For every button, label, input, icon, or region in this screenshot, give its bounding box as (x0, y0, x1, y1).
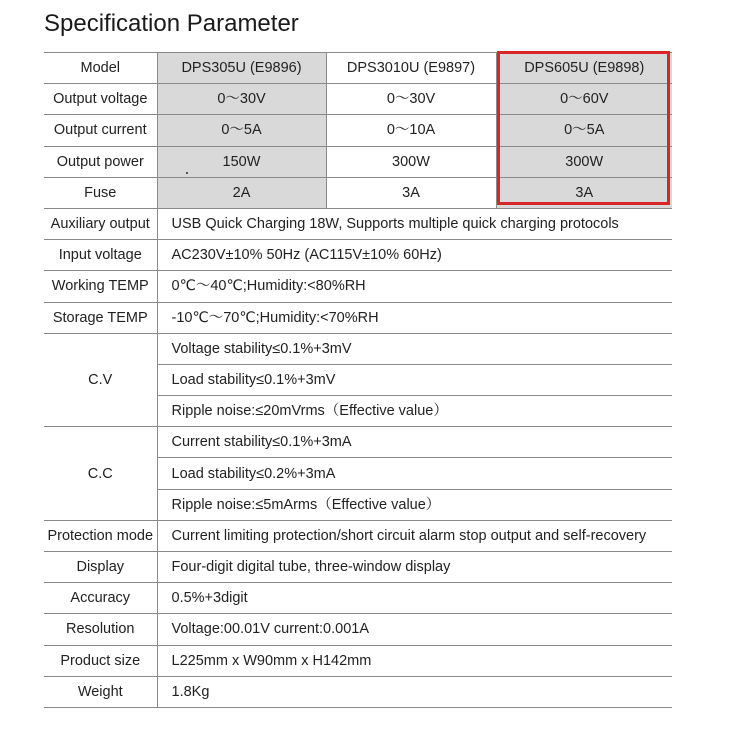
table-row-input-voltage (44, 240, 672, 271)
working-temp-value: 0℃～40℃;Humidity:<80%RH (157, 271, 672, 302)
row-label-resolution: Resolution (44, 614, 157, 645)
cv-item-2: Load stability≤0.1%+3mV (157, 364, 672, 395)
auxiliary-output-value: USB Quick Charging 18W, Supports multiple quick charging protocols (157, 208, 672, 239)
cc-item-3: Ripple noise:≤5mArms（Effective value） (157, 489, 672, 520)
table-row-cc-1 (44, 427, 672, 458)
accuracy-value: 0.5%+3digit (157, 583, 672, 614)
table-row-product-size (44, 645, 672, 676)
table-row-accuracy (44, 583, 672, 614)
output-voltage-val-1: 0～30V (157, 84, 326, 115)
storage-temp-value: -10℃～70℃;Humidity:<70%RH (157, 302, 672, 333)
row-label-cv: C.V (44, 333, 157, 427)
table-row-protection-mode (44, 520, 672, 551)
table-row-storage-temp (44, 302, 672, 333)
row-label-input-voltage: Input voltage (44, 240, 157, 271)
table-row-working-temp (44, 271, 672, 302)
row-label-working-temp: Working TEMP (44, 271, 157, 302)
output-current-val-2: 0～10A (326, 115, 496, 146)
row-label-output-power: Output power (44, 146, 157, 177)
cv-item-3: Ripple noise:≤20mVrms（Effective value） (157, 396, 672, 427)
cc-item-2: Load stability≤0.2%+3mA (157, 458, 672, 489)
table-row-auxiliary-output (44, 208, 672, 239)
dps605u-highlight-box (497, 51, 670, 205)
row-label-cc: C.C (44, 427, 157, 521)
output-power-val-2: 300W (326, 146, 496, 177)
output-voltage-val-2: 0～30V (326, 84, 496, 115)
model-col-3: DPS605U (E9898) (496, 53, 672, 84)
output-power-val-1: 150W (157, 146, 326, 177)
row-label-weight: Weight (44, 676, 157, 707)
row-label-auxiliary-output: Auxiliary output (44, 208, 157, 239)
row-label-product-size: Product size (44, 645, 157, 676)
display-value: Four-digit digital tube, three-window display (157, 552, 672, 583)
row-label-protection-mode: Protection mode (44, 520, 157, 551)
cv-item-1: Voltage stability≤0.1%+3mV (157, 333, 672, 364)
product-size-value: L225mm x W90mm x H142mm (157, 645, 672, 676)
input-voltage-value: AC230V±10% 50Hz (AC115V±10% 60Hz) (157, 240, 672, 271)
row-label-storage-temp: Storage TEMP (44, 302, 157, 333)
resolution-value: Voltage:00.01V current:0.001A (157, 614, 672, 645)
stray-dot (186, 172, 188, 174)
fuse-val-3: 3A (496, 177, 672, 208)
output-voltage-val-3: 0～60V (496, 84, 672, 115)
model-col-1: DPS305U (E9896) (157, 53, 326, 84)
protection-mode-value: Current limiting protection/short circuit alarm stop output and self-recovery (157, 520, 672, 551)
row-label-model: Model (44, 53, 157, 84)
fuse-val-1: 2A (157, 177, 326, 208)
output-current-val-1: 0～5A (157, 115, 326, 146)
table-row-resolution (44, 614, 672, 645)
row-label-accuracy: Accuracy (44, 583, 157, 614)
weight-value: 1.8Kg (157, 676, 672, 707)
table-row-weight (44, 676, 672, 707)
row-label-fuse: Fuse (44, 177, 157, 208)
model-col-2: DPS3010U (E9897) (326, 53, 496, 84)
cc-item-1: Current stability≤0.1%+3mA (157, 427, 672, 458)
row-label-output-current: Output current (44, 115, 157, 146)
output-current-val-3: 0～5A (496, 115, 672, 146)
output-power-val-3: 300W (496, 146, 672, 177)
row-label-display: Display (44, 552, 157, 583)
page-title: Specification Parameter (44, 10, 299, 37)
table-row-cv-1 (44, 333, 672, 364)
table-row-display (44, 552, 672, 583)
row-label-output-voltage: Output voltage (44, 84, 157, 115)
fuse-val-2: 3A (326, 177, 496, 208)
